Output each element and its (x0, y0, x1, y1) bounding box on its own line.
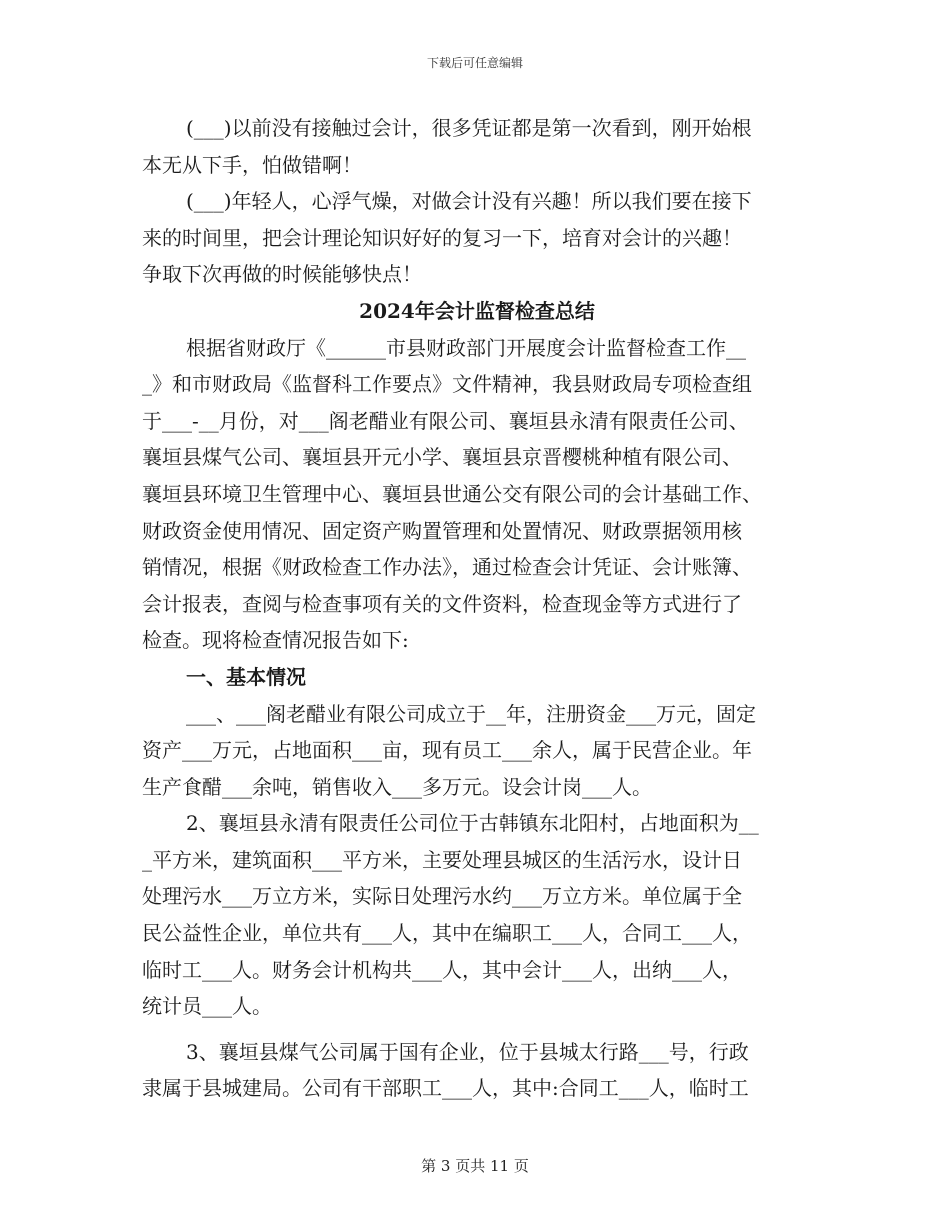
text-line: _》和市财政局《监督科工作要点》文件精神，我县财政局专项检查组 (142, 372, 752, 397)
text-line: 2、襄垣县永清有限责任公司位于古韩镇东北阳村，占地面积为__ (186, 811, 759, 836)
paragraph-2 (142, 183, 812, 293)
text-line: ___、___阁老醋业有限公司成立于__年，注册资金___万元，固定 (186, 701, 756, 726)
text-line: (___)以前没有接触过会计，很多凭证都是第一次看到，刚开始根 (186, 116, 752, 140)
text-line: 统计员___人。 (142, 994, 272, 1019)
text-line: 检查。现将检查情况报告如下: (142, 628, 409, 653)
text-line: _平方米，建筑面积___平方米，主要处理县城区的生活污水，设计日 (142, 847, 742, 872)
paragraph-4 (142, 696, 812, 806)
text-line: 争取下次再做的时候能够快点！ (142, 262, 422, 287)
text-line: (___)年轻人，心浮气燥，对做会计没有兴趣！所以我们要在接下 (186, 189, 752, 214)
text-line: 本无从下手，怕做错啊！ (142, 152, 362, 177)
document-body (142, 110, 812, 1107)
text-line: 销情况，根据《财政检查工作办法》，通过检查会计凭证、会计账簿、 (142, 555, 752, 580)
text-line: 会计报表，查阅与检查事项有关的文件资料，检查现金等方式进行了 (142, 591, 742, 616)
text-line: 资产___万元，占地面积___亩，现有员工___余人，属于民营企业。年 (142, 738, 752, 763)
text-line: 隶属于县城建局。公司有干部职工___人，其中:合同工___人，临时工 (142, 1076, 749, 1101)
paragraph-5 (142, 805, 812, 1025)
page-header: 下载后可任意编辑 (426, 56, 523, 70)
text-line: 民公益性企业，单位共有___人，其中在编职工___人，合同工___人， (142, 921, 752, 946)
text-line: 根据省财政厅《______市县财政部门开展度会计监督检查工作__ (186, 335, 746, 360)
text-line: 于___-__月份，对___阁老醋业有限公司、襄垣县永清有限责任公司、 (142, 408, 749, 433)
document-title: 2024年会计监督检查总结 (359, 298, 595, 323)
paragraph-1 (142, 110, 812, 183)
text-line: 生产食醋___余吨，销售收入___多万元。设会计岗___人。 (142, 774, 652, 799)
paragraph-6 (142, 1034, 812, 1107)
text-line: 临时工___人。财务会计机构共___人，其中会计___人，出纳___人， (142, 957, 742, 982)
paragraph-3 (142, 330, 812, 659)
page-footer: 第 3 页共 11 页 (421, 1157, 529, 1175)
text-line: 3、襄垣县煤气公司属于国有企业，位于县城太行路___号，行政 (186, 1039, 749, 1064)
section-heading: 一、基本情况 (186, 664, 306, 689)
text-line: 襄垣县煤气公司、襄垣县开元小学、襄垣县京晋樱桃种植有限公司、 (142, 445, 742, 470)
paragraph-spacer (142, 1025, 812, 1034)
text-line: 处理污水___万立方米，实际日处理污水约___万立方米。单位属于全 (142, 884, 742, 909)
text-line: 财政资金使用情况、固定资产购置管理和处置情况、财政票据领用核 (142, 518, 742, 543)
text-line: 来的时间里，把会计理论知识好好的复习一下，培育对会计的兴趣！ (142, 225, 742, 250)
text-line: 襄垣县环境卫生管理中心、襄垣县世通公交有限公司的会计基础工作、 (142, 481, 762, 506)
